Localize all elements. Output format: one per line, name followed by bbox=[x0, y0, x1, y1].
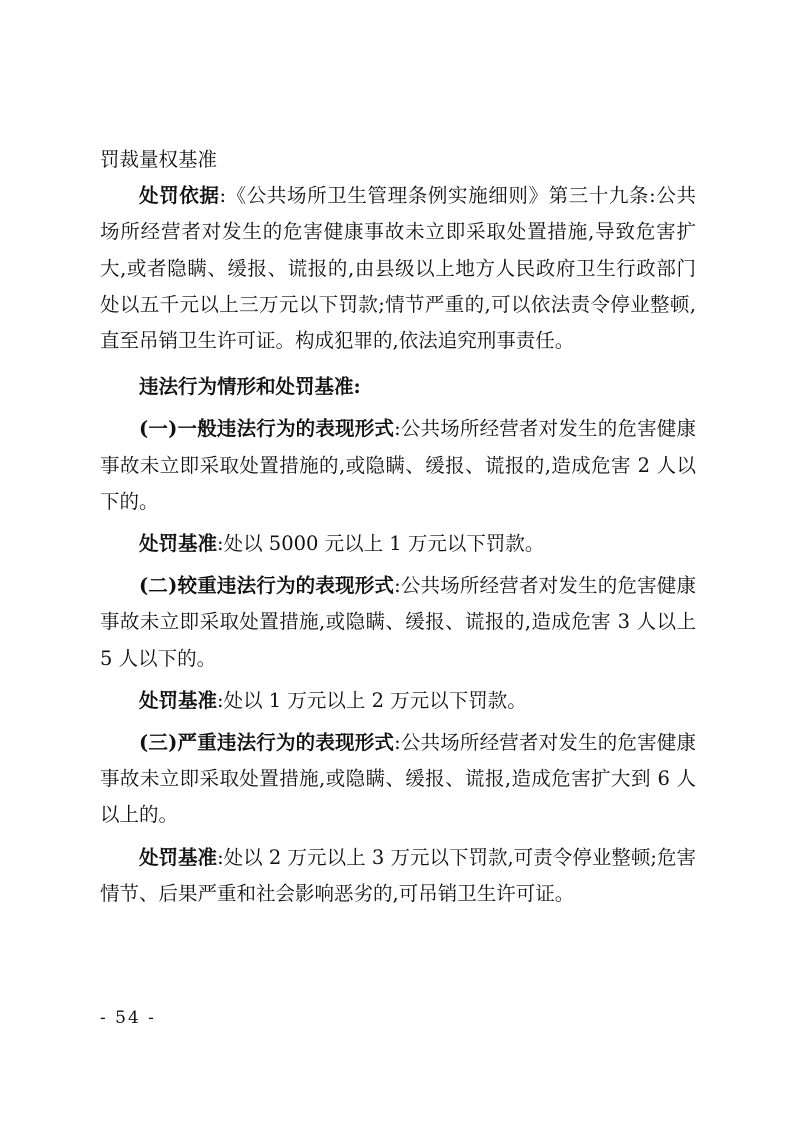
item-2-label: (二)较重违法行为的表现形式 bbox=[139, 574, 395, 598]
penalty-basis-paragraph bbox=[100, 178, 696, 359]
document-body bbox=[100, 142, 696, 912]
item-1-paragraph bbox=[100, 411, 696, 520]
item-1-penalty-text: :处以 5000 元以上 1 万元以下罚款。 bbox=[217, 532, 545, 556]
section-heading-text: 违法行为情形和处罚基准: bbox=[139, 375, 361, 399]
penalty-basis-text: :《公共场所卫生管理条例实施细则》第三十九条:公共场所经营者对发生的危害健康事故未立即采取处置措施,导致危害扩大,或者隐瞒、缓报、谎报的,由县级以上地方人民政府卫生行政部门处以五千元以上三万元以下罚款;情节严重的,可以依法责令停业整顿,直至吊销卫生许可证。构成犯罪的,依法追究刑事责任。 bbox=[100, 184, 696, 353]
item-2-penalty-label: 处罚基准 bbox=[139, 688, 218, 712]
intro-line-text: 罚裁量权基准 bbox=[100, 148, 218, 171]
item-3-text: :公共场所经营者对发生的危害健康事故未立即采取处置措施,或隐瞒、缓报、谎报,造成危害扩大到 6 人以上的。 bbox=[100, 731, 696, 827]
item-2-penalty-text: :处以 1 万元以上 2 万元以下罚款。 bbox=[217, 688, 527, 712]
item-2-penalty-paragraph bbox=[100, 683, 696, 719]
item-3-paragraph bbox=[100, 725, 696, 834]
item-2-paragraph bbox=[100, 568, 696, 677]
item-2-text: :公共场所经营者对发生的危害健康事故未立即采取处置措施,或隐瞒、缓报、谎报的,造成危害 3 人以上 5 人以下的。 bbox=[100, 574, 696, 670]
section-heading bbox=[100, 369, 696, 405]
item-3-penalty-label: 处罚基准 bbox=[139, 845, 218, 869]
item-1-text: :公共场所经营者对发生的危害健康事故未立即采取处置措施的,或隐瞒、缓报、谎报的,造成危害 2 人以下的。 bbox=[100, 417, 696, 513]
intro-line bbox=[100, 142, 696, 178]
penalty-basis-label: 处罚依据 bbox=[139, 184, 220, 208]
item-3-penalty-text: :处以 2 万元以上 3 万元以下罚款,可责令停业整顿;危害情节、后果严重和社会影响恶劣的,可吊销卫生许可证。 bbox=[100, 845, 696, 905]
item-3-penalty-paragraph bbox=[100, 840, 696, 912]
item-1-penalty-label: 处罚基准 bbox=[139, 532, 218, 556]
item-1-penalty-paragraph bbox=[100, 526, 696, 562]
page-number: - 54 - bbox=[100, 1008, 156, 1028]
item-1-label: (一)一般违法行为的表现形式 bbox=[139, 417, 395, 441]
item-3-label: (三)严重违法行为的表现形式 bbox=[139, 731, 395, 755]
